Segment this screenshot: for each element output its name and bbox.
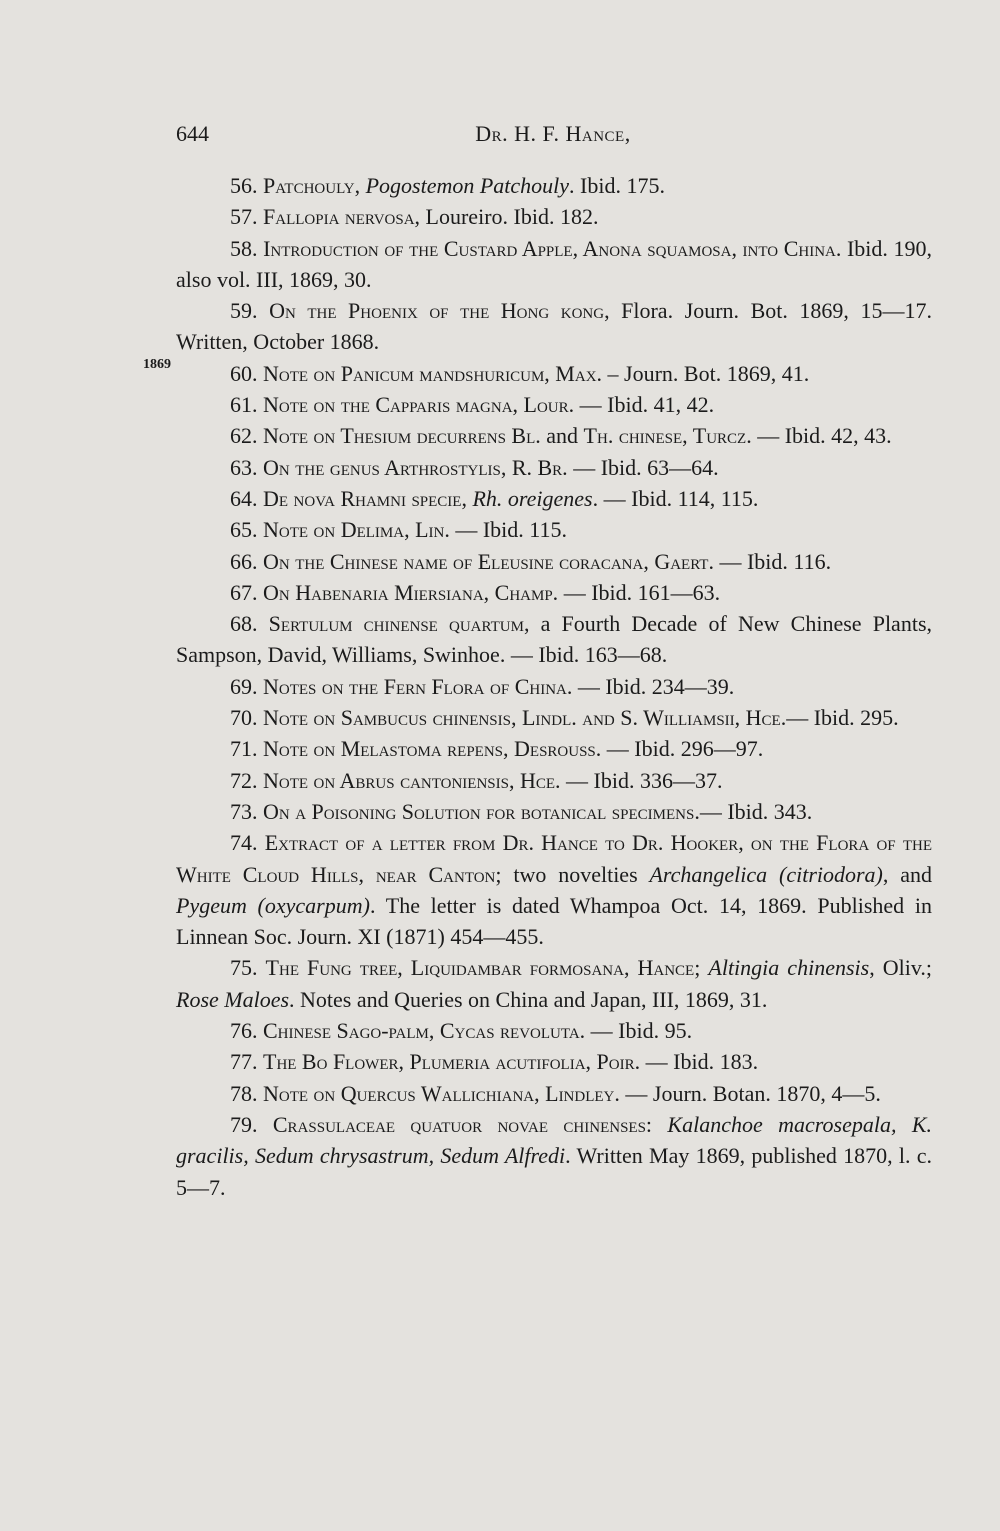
bibliography-entry	[176, 452, 932, 483]
entry-number: 74.	[230, 830, 258, 856]
entry-title: Note on the Capparis magna, Lour.	[263, 392, 575, 418]
entry-text: — Ibid. 161—63.	[558, 579, 721, 605]
bibliography-entry	[176, 389, 932, 420]
entry-text: . Ibid. 175.	[569, 173, 665, 198]
entry-number: 76.	[230, 1018, 258, 1044]
entry-title: Sertulum chinense quartum	[268, 611, 524, 637]
entry-text: . Notes and Queries on China and Japan, III, 1869, 31.	[289, 986, 768, 1012]
entry-text: – Journ. Bot. 1869, 41.	[602, 360, 810, 386]
entry-text: and	[540, 423, 584, 449]
entry-title: On the Phoenix of the Hong kong	[269, 298, 605, 324]
bibliography-entry	[176, 1078, 932, 1109]
entry-latin-name: Rose Maloes	[176, 986, 290, 1012]
bibliography-entry	[176, 233, 932, 296]
bibliography-entry	[176, 827, 932, 952]
bibliography-entry	[176, 702, 932, 733]
entry-title: Note on Delima, Lin.	[263, 517, 450, 543]
entry-number: 77.	[230, 1049, 258, 1075]
bibliography-entry	[176, 796, 932, 827]
entry-text: :	[645, 1111, 668, 1137]
entry-title: Extract of a letter from Dr. Hance to Dr. Hooker, on the Flora of the White Cloud Hills, near Canton	[176, 830, 932, 887]
entry-title: Note on Melastoma repens, Desrouss.	[263, 736, 602, 762]
entry-title: Introduction of the Custard Apple, Anona squamosa, into China	[263, 235, 836, 261]
entry-number: 78.	[230, 1080, 258, 1106]
entry-latin-name: Altingia chinensis	[708, 955, 870, 981]
bibliography-entry	[176, 170, 932, 201]
entry-title: Patchouly	[263, 173, 355, 198]
entry-title: Notes on the Fern Flora of China.	[263, 673, 573, 699]
entry-latin-name: Kalanchoe macrosepala, K. gracilis, Sedum chrysastrum, Sedum Alfredi	[176, 1111, 932, 1169]
entry-number: 71.	[230, 736, 258, 762]
entry-title: Th. chinese, Turcz.	[583, 423, 752, 449]
margin-year-note: 1869	[143, 357, 171, 372]
bibliography-entry	[176, 765, 932, 796]
entry-text: — Ibid. 115.	[449, 517, 567, 543]
bibliography-entry	[176, 577, 932, 608]
running-head: Dr. H. F. Hance,	[475, 121, 631, 146]
entry-text: . Ibid. 190, also vol. III, 1869, 30.	[176, 235, 932, 292]
entry-title: Note on Panicum mandshuricum, Max.	[263, 360, 603, 386]
entry-number: 75.	[230, 955, 258, 981]
bibliography-entry	[176, 952, 932, 1015]
entry-text: . Written May 1869, published 1870, l. c. 5—7.	[176, 1143, 932, 1200]
entry-text: . — Ibid. 114, 115.	[592, 485, 759, 511]
entry-text: ,	[461, 485, 473, 511]
entry-text: — Ibid. 296—97.	[601, 736, 764, 762]
entry-title: Crassulaceae quatuor novae chinenses	[272, 1111, 646, 1137]
entry-number: 73.	[230, 798, 258, 824]
entry-title: Chinese Sago-palm, Cycas revoluta.	[263, 1018, 586, 1044]
bibliography-entry	[176, 483, 932, 514]
entry-number: 59.	[230, 298, 258, 324]
entry-text: — Ibid. 95.	[585, 1018, 693, 1044]
bibliography-entry	[176, 1015, 932, 1046]
entry-number: 68.	[230, 611, 258, 637]
entry-text: ; two novelties	[495, 861, 650, 887]
entry-title: Fallopia nervosa	[263, 204, 415, 230]
bibliography-entry	[176, 1109, 932, 1203]
bibliography-entry	[176, 201, 932, 232]
entry-text: , and	[882, 861, 932, 887]
entry-number: 61.	[230, 392, 258, 418]
entry-number: 63.	[230, 454, 258, 480]
bibliography-list	[176, 170, 932, 1203]
bibliography-entry	[176, 1046, 932, 1077]
entry-text: — Ibid. 336—37.	[560, 767, 723, 793]
entry-text: ,	[354, 173, 366, 198]
entry-latin-name: Rh. oreigenes	[472, 485, 593, 511]
entry-number: 65.	[230, 517, 258, 543]
entry-number: 67.	[230, 579, 258, 605]
bibliography-entry	[176, 733, 932, 764]
entry-text: — Ibid. 63—64.	[567, 454, 719, 480]
entry-latin-name: Pogostemon Patchouly	[365, 173, 570, 198]
entry-text: ;	[694, 955, 709, 981]
entry-text: — Ibid. 41, 42.	[574, 392, 715, 418]
entry-text: — Ibid. 343.	[699, 798, 813, 824]
entry-title: Note on Thesium decurrens Bl.	[263, 423, 541, 449]
entry-latin-name: Pygeum (oxycarpum)	[176, 892, 370, 918]
entry-text: — Ibid. 295.	[786, 705, 899, 731]
entry-text: — Ibid. 183.	[640, 1049, 759, 1075]
entry-number: 56.	[230, 173, 258, 198]
entry-number: 69.	[230, 673, 258, 699]
entry-title: The Fung tree, Liquidambar formosana, Hance	[265, 955, 695, 981]
entry-title: On the Chinese name of Eleusine coracana, Gaert.	[263, 548, 714, 574]
entry-number: 57.	[230, 204, 258, 230]
entry-number: 70.	[230, 705, 258, 731]
bibliography-entry	[176, 358, 932, 389]
bibliography-entry	[176, 514, 932, 545]
entry-title: The Bo Flower, Plumeria acutifolia, Poir.	[263, 1049, 641, 1075]
entry-text: , a Fourth Decade of New Chinese Plants, Sampson, David, Williams, Swinhoe. — Ibid. 163—68.	[176, 611, 932, 668]
entry-text: , Oliv.;	[869, 955, 933, 981]
entry-number: 60.	[230, 360, 258, 386]
entry-text: , Loureiro. Ibid. 182.	[414, 204, 599, 230]
bibliography-entry	[176, 420, 932, 451]
entry-text: — Ibid. 42, 43.	[751, 423, 892, 449]
entry-text: , Flora. Journ. Bot. 1869, 15—17. Written, October 1868.	[176, 298, 932, 355]
entry-title: On a Poisoning Solution for botanical specimens.	[263, 798, 700, 824]
entry-number: 79.	[230, 1111, 258, 1137]
entry-number: 72.	[230, 767, 258, 793]
bibliography-entry	[176, 546, 932, 577]
entry-title: On Habenaria Miersiana, Champ.	[263, 579, 559, 605]
bibliography-entry	[176, 295, 932, 358]
entry-title: Note on Abrus cantoniensis, Hce.	[263, 767, 561, 793]
page-number: 644	[176, 121, 209, 146]
entry-title: Note on Quercus Wallichiana, Lindley.	[263, 1080, 620, 1106]
entry-text: — Ibid. 116.	[713, 548, 832, 574]
bibliography-entry	[176, 608, 932, 671]
entry-title: On the genus Arthrostylis, R. Br.	[263, 454, 568, 480]
entry-number: 58.	[230, 235, 258, 261]
entry-number: 66.	[230, 548, 258, 574]
entry-text: — Journ. Botan. 1870, 4—5.	[619, 1080, 881, 1106]
entry-title: Note on Sambucus chinensis, Lindl. and S. Williamsii, Hce.	[263, 705, 787, 731]
entry-latin-name: Archangelica (citriodora)	[649, 861, 883, 887]
entry-text: — Ibid. 234—39.	[572, 673, 735, 699]
entry-number: 62.	[230, 423, 258, 449]
bibliography-entry	[176, 671, 932, 702]
entry-number: 64.	[230, 485, 258, 511]
entry-text: . The letter is dated Whampoa Oct. 14, 1869. Published in Linnean Soc. Journ. XI (1871) 454—455.	[176, 892, 932, 950]
entry-title: De nova Rhamni specie	[263, 485, 462, 511]
